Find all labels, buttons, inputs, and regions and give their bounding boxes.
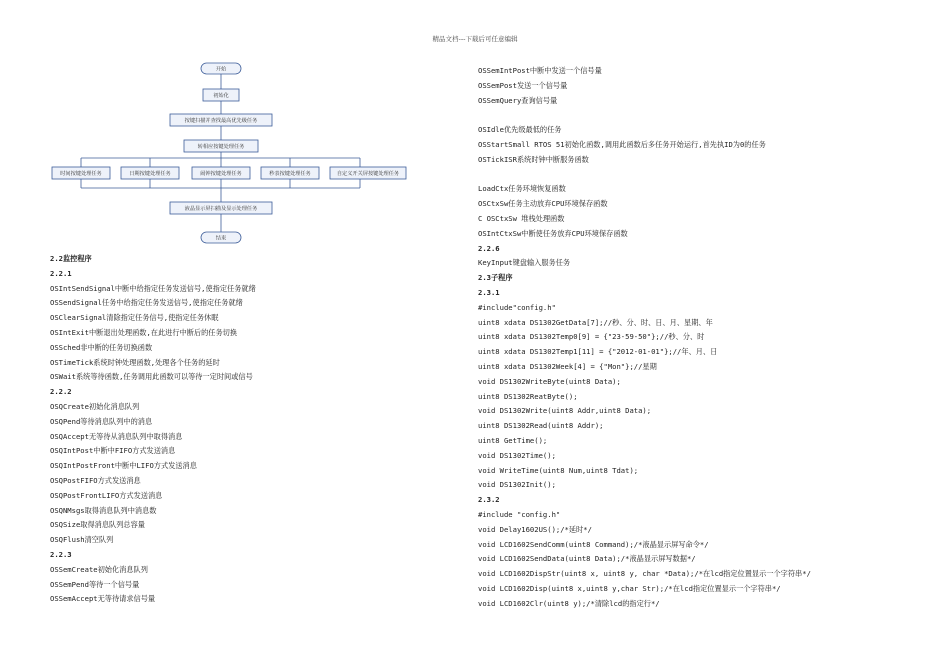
flow-start-label: 开始 xyxy=(215,66,227,73)
right-text-line: void Delay1602US();/*延时*/ xyxy=(478,524,592,534)
right-text-line: void DS1302WriteByte(uint8 Data); xyxy=(478,376,621,386)
right-text-line: void LCD1602Disp(uint8 x,uint8 y,char Str);/*在lcd指定位置显示一个字符串*/ xyxy=(478,583,781,593)
right-text-line: OSIdle优先级最低的任务 xyxy=(478,125,562,135)
right-text-line: #include "config.h" xyxy=(478,509,561,519)
right-heading: 2.3子程序 xyxy=(478,273,513,283)
flow-branch-date-label: 日期按键处理任务 xyxy=(129,171,171,177)
right-text-line: uint8 xdata DS1302Temp1[11] = {"2012-01-01"};//年、月、日 xyxy=(478,347,718,357)
left-text-line: OSIntExit中断退出处理函数,在此进行中断后的任务切换 xyxy=(50,327,238,337)
left-text-line: OSQPostFIFO方式发送消息 xyxy=(50,475,141,485)
flow-scan-label: 按键扫描并查找最高优先级任务 xyxy=(184,118,258,124)
right-text-line xyxy=(478,108,811,123)
left-text-line: OSTimeTick系统时钟处理函数,处理各个任务的延时 xyxy=(50,357,220,367)
flow-end-label: 结束 xyxy=(215,235,227,242)
left-column xyxy=(50,252,256,607)
left-text-line: OSSched非中断的任务切换函数 xyxy=(50,342,153,352)
flow-branch-time-label: 时间按键处理任务 xyxy=(60,171,102,177)
left-text-line: OSQFlush清空队列 xyxy=(50,535,114,545)
left-text-line: OSClearSignal清除指定任务信号,使指定任务休眠 xyxy=(50,313,219,323)
flow-dispatch-label: 转相应按键处理任务 xyxy=(197,144,245,150)
left-heading: 2.2监控程序 xyxy=(50,254,92,263)
right-heading: 2.2.6 xyxy=(478,243,500,253)
right-text-line: KeyInput键盘输入服务任务 xyxy=(478,258,571,268)
right-text-line: uint8 DS1302Read(uint8 Addr); xyxy=(478,421,604,431)
right-text-line: uint8 GetTime(); xyxy=(478,435,548,445)
left-text-line: OSQNMsgs取得消息队列中消息数 xyxy=(50,505,157,515)
right-text-line: OSSemIntPost中断中发送一个信号量 xyxy=(478,66,602,75)
right-heading: 2.3.1 xyxy=(478,287,500,297)
right-text-line xyxy=(478,168,811,183)
right-text-line: OSCtxSw任务主动放弃CPU环境保存函数 xyxy=(478,199,608,209)
left-text-line: OSSemCreate初始化消息队列 xyxy=(50,564,148,574)
left-text-line: OSWait系统等待函数,任务调用此函数可以等待一定时间或信号 xyxy=(50,372,253,382)
left-text-line: OSQCreate初始化消息队列 xyxy=(50,401,140,411)
right-text-line: #include"config.h" xyxy=(478,302,556,312)
left-text-line: OSIntSendSignal中断中给指定任务发送信号,使指定任务就绪 xyxy=(50,283,256,293)
left-text-line: OSQAccept无等待从消息队列中取得消息 xyxy=(50,431,183,441)
right-column xyxy=(478,64,811,611)
page-header: 精品文档---下载后可任意编辑 xyxy=(432,35,518,43)
right-text-line: void DS1302Time(); xyxy=(478,450,556,460)
right-text-line: OSSemPost发送一个信号量 xyxy=(478,80,568,90)
right-text-line: void DS1302Init(); xyxy=(478,480,556,490)
flow-branch-custom-label: 自定义开关屏按键处理任务 xyxy=(336,171,400,177)
right-text-line: void LCD1602Clr(uint8 y);/*清除lcd的指定行*/ xyxy=(478,598,660,608)
right-text-line: void WriteTime(uint8 Num,uint8 Tdat); xyxy=(478,465,639,475)
right-text-line: void DS1302Write(uint8 Addr,uint8 Data); xyxy=(478,406,652,416)
left-text-line: OSQSize取得消息队列总容量 xyxy=(50,520,145,530)
flow-branch-stopwatch-label: 秒表按键处理任务 xyxy=(269,171,311,177)
left-text-line: OSQIntPostFront中断中LIFO方式发送消息 xyxy=(50,461,197,471)
right-text-line: uint8 xdata DS1302Week[4] = {"Mon"};//星期 xyxy=(478,361,657,371)
right-text-line: C OSCtxSw 堆栈处理函数 xyxy=(478,213,565,223)
right-text-line: void LCD1602SendData(uint8 Data);/*液晶显示屏写数据*/ xyxy=(478,554,696,564)
right-text-line: OSTickISR系统时钟中断服务函数 xyxy=(478,154,589,164)
right-heading: 2.3.2 xyxy=(478,495,500,505)
right-text-line: OSIntCtxSw中断使任务放弃CPU环境保存函数 xyxy=(478,228,628,238)
left-text-line: OSQIntPost中断中FIFO方式发送消息 xyxy=(50,446,176,456)
flow-branch-alarm-label: 闹钟按键处理任务 xyxy=(200,171,242,177)
right-text-line: void LCD1602DispStr(uint8 x, uint8 y, char *Data);/*在lcd指定位置显示一个字符串*/ xyxy=(478,569,811,579)
left-text-line: OSSemAccept无等待请求信号量 xyxy=(50,594,156,604)
left-heading: 2.2.1 xyxy=(50,268,72,278)
left-text-line: OSQPostFrontLIFO方式发送消息 xyxy=(50,490,163,500)
right-text-line: uint8 xdata DS1302GetData[7];//秒、分、时、日、月、星期、年 xyxy=(478,317,713,327)
right-text-line: void LCD1602SendComm(uint8 Command);/*液晶显示屏写命令*/ xyxy=(478,539,709,549)
left-text-line: OSQPend等待消息队列中的消息 xyxy=(50,416,153,426)
right-text-line: OSSemQuery查询信号量 xyxy=(478,95,558,105)
right-text-line: LoadCtx任务环境恢复函数 xyxy=(478,184,566,194)
flow-init-label: 初始化 xyxy=(213,93,229,99)
right-text-line: uint8 DS1302ReatByte(); xyxy=(478,391,578,401)
left-heading: 2.2.2 xyxy=(50,387,72,397)
flow-lcd-label: 液晶显示屏扫描及显示处理任务 xyxy=(184,206,258,212)
left-text-line: OSSemPend等待一个信号量 xyxy=(50,579,140,589)
left-heading: 2.2.3 xyxy=(50,549,72,559)
left-text-line: OSSendSignal任务中给指定任务发送信号,使指定任务就绪 xyxy=(50,298,243,308)
right-text-line: OSStartSmall RTOS 51初始化函数,调用此函数后多任务开始运行,首先执ID为0的任务 xyxy=(478,139,766,149)
right-text-line: uint8 xdata DS1302Temp0[9] = {"23-59-50"};//秒、分、时 xyxy=(478,332,705,342)
